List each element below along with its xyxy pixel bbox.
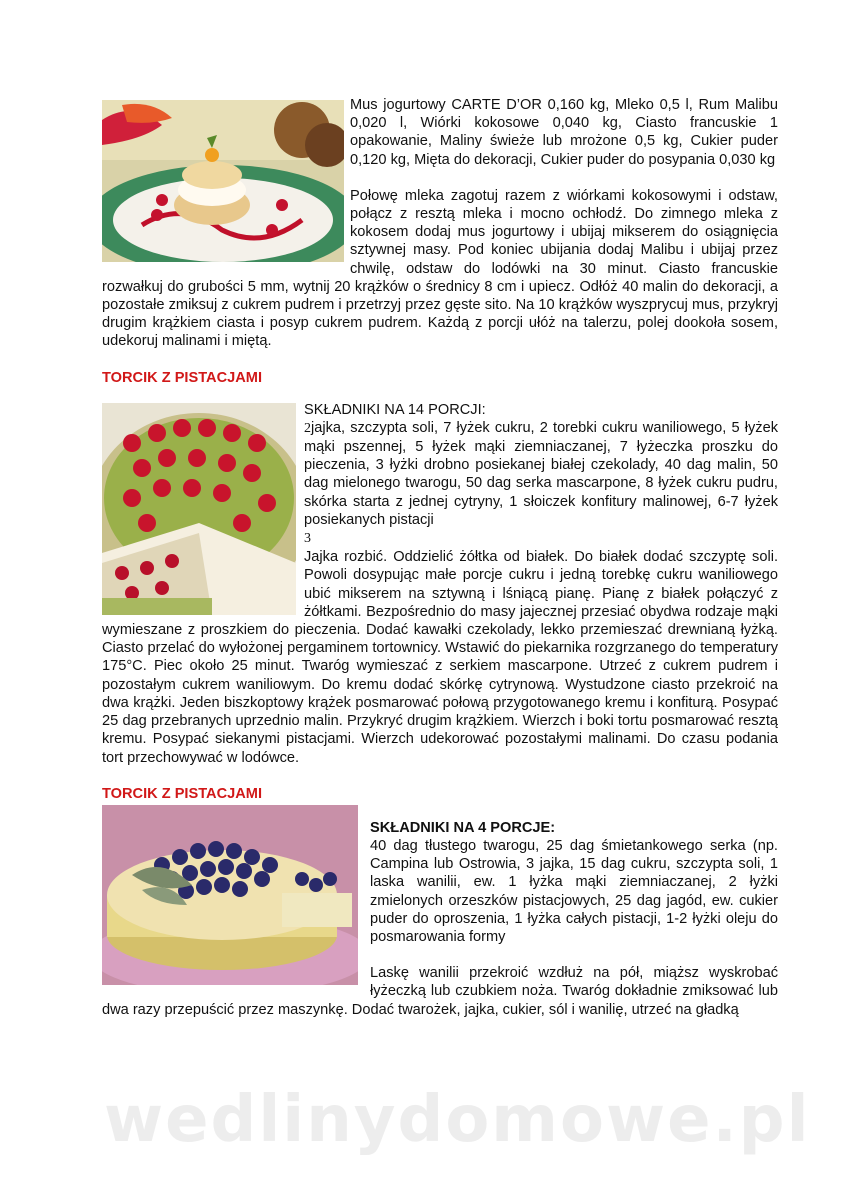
recipe-3-ingredients: 40 dag tłustego twarogu, 25 dag śmietankowego serka (np. Campina lub Ostrowia, 3 jajka, 15 dag cukru, szczypta soli, 1 laska wanilii, ew. 1 łyżka mąki ziemniaczanej, 2 łyżki zmielonych orzeszków pistacjowych, 25 dag jagód, ew. cukier puder do oproszenia, 1 łyżka całych pistacji, 1-2 łyżki oleju do posmarowania formy <box>370 837 778 945</box>
recipe-3 <box>102 803 778 1019</box>
recipe-2-heading: SKŁADNIKI NA 14 PORCJI: <box>304 401 486 418</box>
recipe-2-title: TORCIK Z PISTACJAMI <box>102 369 262 386</box>
recipe-1-method: Połowę mleka zagotuj razem z wiórkami kokosowymi i odstaw, połącz z resztą mleka i mocno ochłodź. Do zimnego mleka z kokosem dodaj mus jogurtowy i ubijaj mikserem do osiągnięcia sztywnej masy. Pod koniec ubijania dodaj Malibu i ubijaj przez chwilę, odstaw do lodówki na 30 minut. Ciasto francuskie rozwałkuj do grubości 5 mm, wytnij 20 krążków o średnicy 8 cm i upiecz. Odłóż 40 malin do dekoracji, a pozostałe zmiksuj z cukrem pudrem i przetrzyj przez gęste sito. Na 10 krążków wyszprycuj mus, przykryj drugim krążkiem ciasta i posyp cukrem pudrem. Każdą z porcji ułóż na talerzu, polej dookoła sosem, udekoruj malinami i miętą. <box>102 187 778 350</box>
recipe-2-ingredients: jajka, szczypta soli, 7 łyżek cukru, 2 torebki cukru waniliowego, 5 łyżek mąki pszennej, 5 łyżek mąki ziemniaczanej, 7 łyżeczka proszku do pieczenia, 3 łyżki drobno posiekanej białej czekolady, 40 dag malin, 50 dag mielonego twarogu, 50 dag serka mascarpone, 8 łyżek cukru pudru, skórka starta z jednej cytryny, 1 słoiczek konfitury malinowej, 6-7 łyżek posiekanych pistacji <box>304 419 778 528</box>
recipe-2-ingredients-number: 2 <box>304 420 311 436</box>
recipe-1 <box>102 96 778 351</box>
raspberry-pistachio-cake-photo <box>102 403 296 615</box>
blueberry-cheesecake-photo <box>102 805 358 985</box>
document-page <box>102 96 778 1019</box>
recipe-1-ingredients: Mus jogurtowy CARTE D’OR 0,160 kg, Mleko 0,5 l, Rum Malibu 0,020 l, Wiórki kokosowe 0,040 kg, Ciasto francuskie 1 opakowanie, Maliny świeże lub mrożone 0,5 kg, Cukier puder 0,120 kg, Mięta do dekoracji, Cukier puder do posypania 0,030 kg <box>350 97 778 168</box>
recipe-3-heading: SKŁADNIKI NA 4 PORCJE: <box>370 819 556 836</box>
recipe-2 <box>102 401 778 767</box>
recipe-2-method-number: 3 <box>304 531 311 547</box>
recipe-3-method: Laskę wanilii przekroić wzdłuż na pół, miąższ wyskrobać łyżeczką lub czubkiem noża. Twaróg dokładnie zmiksować lub dwa razy przepuścić przez maszynkę. Dodać twarożek, jajka, cukier, sól i wanilię, utrzeć na gładką <box>102 965 778 1018</box>
watermark: wedlinydomowe.pl <box>104 1083 811 1157</box>
cream-puff-photo <box>102 100 344 262</box>
recipe-3-title: TORCIK Z PISTACJAMI <box>102 785 262 802</box>
recipe-2-method: Jajka rozbić. Oddzielić żółtka od białek. Do białek dodać szczyptę soli. Powoli dosypując małe porcje cukru i jedną torebkę cukru waniliowego ubić mikserem na sztywną i lśniącą pianę. Pianę z białek połączyć z żółtkami. Bezpośrednio do masy jajecznej przesiać obydwa rodzaje mąki wymieszane z proszkiem do pieczenia. Dodać kawałki czekolady, lekko przemieszać drewnianą łyżką. Ciasto przelać do wyłożonej pergaminem tortownicy. Wstawić do piekarnika rozgrzanego do temperatury 175°C. Piec około 25 minut. Twaróg wymieszać z serkiem mascarpone. Utrzeć z cukrem pudrem i pozostałym cukrem waniliowym. Do kremu dodać skórkę cytrynową. Wystudzone ciasto przekroić na dwa krążki. Jeden biszkoptowy krążek posmarować połową przygotowanego kremu i konfiturą. Posypać 25 dag przebranych uprzednio malin. Przykryć drugim krążkiem. Wierzch i boki tortu posmarować resztą kremu. Posypać siekanymi pistacjami. Wierzch udekorować pozostałymi malinami. Do czasu podania tort przechowywać w lodówce. <box>102 549 778 766</box>
